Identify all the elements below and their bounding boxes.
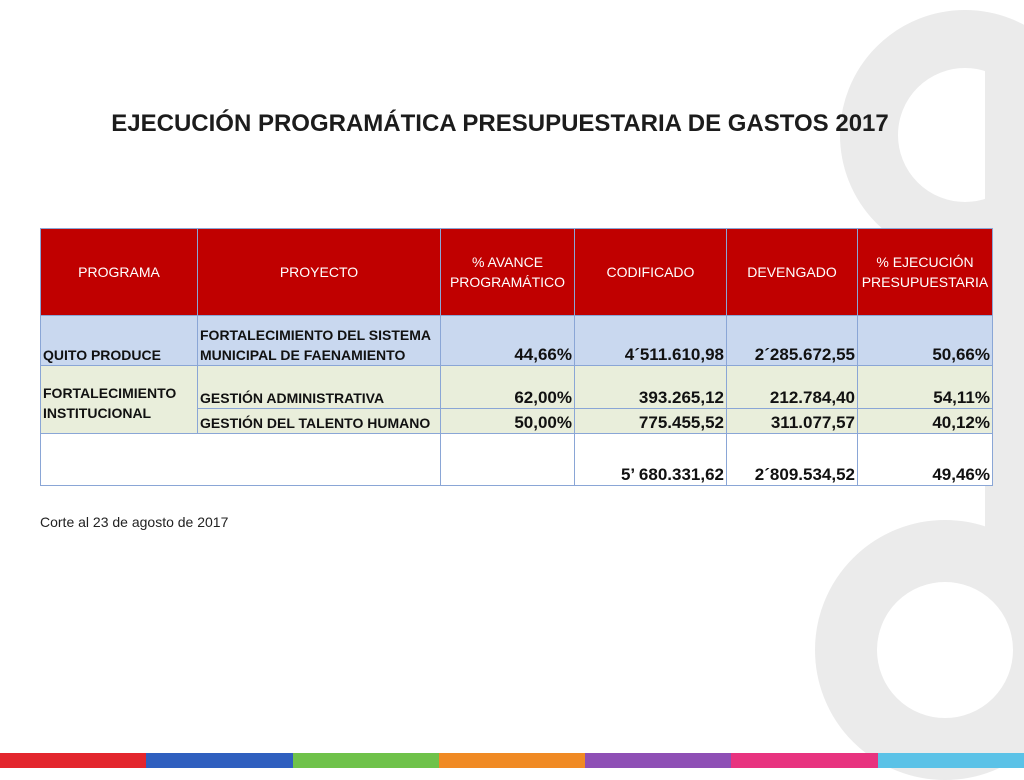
color-stripe-segment	[0, 753, 146, 768]
budget-table	[40, 228, 993, 486]
table-header-row	[41, 229, 993, 316]
cell-programa-line2: INSTITUCIONAL	[43, 404, 152, 421]
cell-programa	[41, 366, 198, 434]
cell-proyecto	[198, 316, 441, 366]
cell-proyecto: GESTIÓN ADMINISTRATIVA	[198, 366, 441, 409]
cell-programa: QUITO PRODUCE	[41, 316, 198, 366]
cell-codificado: 775.455,52	[575, 409, 727, 434]
header-codificado: CODIFICADO	[575, 229, 727, 316]
table-row	[41, 366, 993, 409]
color-stripe-footer	[0, 753, 1024, 768]
color-stripe-segment	[146, 753, 292, 768]
footnote-date: Corte al 23 de agosto de 2017	[40, 514, 229, 530]
header-ejecucion-line2: PRESUPUESTARIA	[861, 274, 989, 290]
cell-proyecto: GESTIÓN DEL TALENTO HUMANO	[198, 409, 441, 434]
total-row	[41, 434, 993, 486]
header-programa: PROGRAMA	[41, 229, 198, 316]
total-devengado: 2´809.534,52	[727, 434, 858, 486]
total-avance-cell	[441, 434, 575, 486]
color-stripe-segment	[439, 753, 585, 768]
cell-devengado: 212.784,40	[727, 366, 858, 409]
cell-devengado: 2´285.672,55	[727, 316, 858, 366]
table-row	[41, 316, 993, 366]
cell-codificado: 4´511.610,98	[575, 316, 727, 366]
header-avance-line2: PROGRAMÁTICO	[449, 274, 566, 290]
watermark-logo-ring-bottom	[815, 520, 1024, 780]
color-stripe-segment	[293, 753, 439, 768]
cell-ejecucion: 50,66%	[858, 316, 993, 366]
header-avance	[441, 229, 575, 316]
header-ejecucion-line1: % EJECUCIÓN	[876, 254, 974, 270]
cell-avance: 44,66%	[441, 316, 575, 366]
cell-ejecucion: 54,11%	[858, 366, 993, 409]
cell-avance: 62,00%	[441, 366, 575, 409]
total-label-cell	[41, 434, 441, 486]
cell-proyecto-line1: FORTALECIMIENTO DEL SISTEMA	[200, 327, 432, 343]
color-stripe-segment	[731, 753, 877, 768]
cell-devengado: 311.077,57	[727, 409, 858, 434]
cell-programa-line1: FORTALECIMIENTO	[43, 384, 177, 401]
cell-ejecucion: 40,12%	[858, 409, 993, 434]
cell-proyecto-line2: MUNICIPAL DE FAENAMIENTO	[200, 347, 406, 363]
color-stripe-segment	[585, 753, 731, 768]
header-proyecto: PROYECTO	[198, 229, 441, 316]
header-avance-line1: % AVANCE	[471, 254, 544, 270]
page-title: EJECUCIÓN PROGRAMÁTICA PRESUPUESTARIA DE GASTOS 2017	[111, 110, 889, 137]
cell-codificado: 393.265,12	[575, 366, 727, 409]
color-stripe-segment	[878, 753, 1024, 768]
total-codificado: 5’ 680.331,62	[575, 434, 727, 486]
cell-avance: 50,00%	[441, 409, 575, 434]
total-ejecucion: 49,46%	[858, 434, 993, 486]
header-devengado: DEVENGADO	[727, 229, 858, 316]
header-ejecucion	[858, 229, 993, 316]
